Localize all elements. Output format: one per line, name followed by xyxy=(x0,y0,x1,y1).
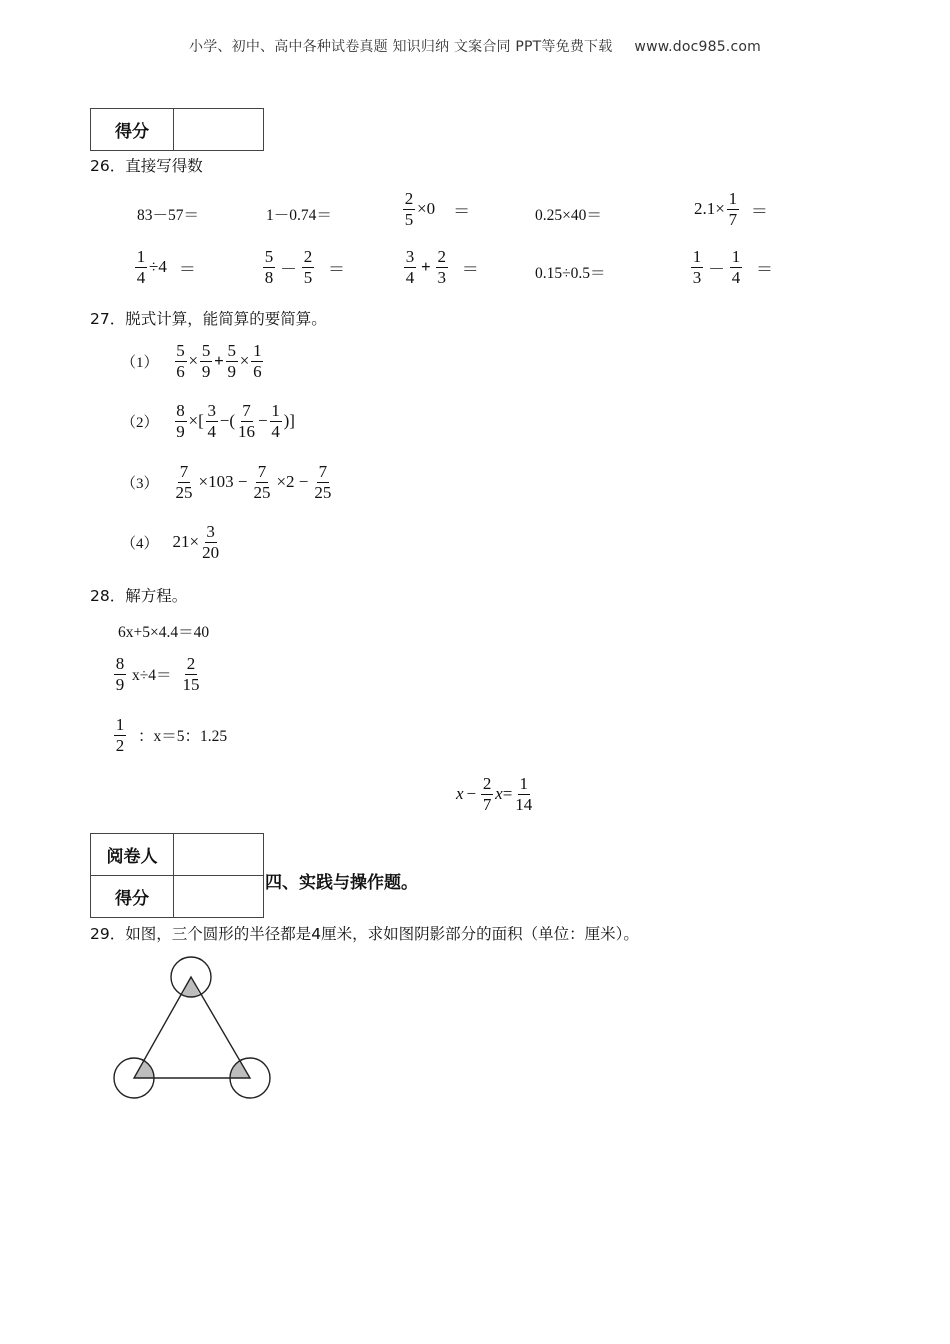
q26-item-7: $\frac{5}{8}$ － $\frac{2}{5}$ ＝ xyxy=(264,247,345,287)
q27-part-4: （4） 21× $\frac{3}{20}$ xyxy=(121,522,220,562)
q27-title: 27．脱式计算，能简算的要简算。 xyxy=(90,310,327,328)
q26-item-4: 0.25×40＝ xyxy=(535,207,602,224)
q26-item-5: 2.1× $\frac{1}{7}$ ＝ xyxy=(694,189,768,229)
q26-item-8: $\frac{3}{4}$ + $\frac{2}{3}$ ＝ xyxy=(405,247,479,287)
q26-item-10: $\frac{1}{3}$ － $\frac{1}{4}$ ＝ xyxy=(692,247,773,287)
q29-title: 29．如图，三个圆形的半径都是4厘米，求如图阴影部分的面积（单位：厘米）。 xyxy=(90,925,639,943)
grader-label: 阅卷人 xyxy=(91,834,174,876)
header-url[interactable]: www.doc985.com xyxy=(634,39,761,55)
q27-part-2: （2） $\frac{8}{9}$ ×[ $\frac{3}{4}$ −( $\frac{7}{16}$ − $\frac{1}{4}$ )] xyxy=(121,401,295,441)
q28-eq-3: $\frac{1}{2}$ ：x＝5：1.25 xyxy=(115,715,228,755)
q27-part-3: （3） $\frac{7}{25}$ ×103 − $\frac{7}{25}$ ×2 − $\frac{7}{25}$ xyxy=(121,462,332,502)
page-header xyxy=(0,36,950,56)
score-field-2[interactable] xyxy=(174,876,264,918)
shaded-sector-left xyxy=(134,1061,153,1078)
grader-field[interactable] xyxy=(174,834,264,876)
q26-item-3: $\frac{2}{5}$ ×0 ＝ xyxy=(404,189,471,229)
q29-figure xyxy=(100,950,280,1105)
score-box-1 xyxy=(90,108,264,151)
q28-eq-1: 6x+5×4.4＝40 xyxy=(118,624,210,641)
q28-eq-2: $\frac{8}{9}$ x÷4＝ $\frac{2}{15}$ xyxy=(115,654,200,694)
score-box-2 xyxy=(90,833,264,918)
q26-item-6: $\frac{1}{4}$ ÷4 ＝ xyxy=(136,247,196,287)
shaded-sector-right xyxy=(231,1061,250,1078)
q27-part-1: （1） $\frac{5}{6}$ × $\frac{5}{9}$ + $\frac{5}{9}$ × $\frac{1}{6}$ xyxy=(121,341,262,381)
score-label: 得分 xyxy=(91,109,174,151)
q26-item-1: 83－57＝ xyxy=(137,207,200,224)
header-text: 小学、初中、高中各种试卷真题 知识归纳 文案合同 PPT等免费下载 xyxy=(189,39,613,55)
score-label-2: 得分 xyxy=(91,876,174,918)
q26-title: 26．直接写得数 xyxy=(90,157,203,175)
q26-item-2: 1－0.74＝ xyxy=(266,207,332,224)
section-4-title: 四、实践与操作题。 xyxy=(265,873,418,893)
q28-eq-4: x − $\frac{2}{7}$ x = $\frac{1}{14}$ xyxy=(456,774,533,814)
score-field[interactable] xyxy=(174,109,264,151)
q28-title: 28．解方程。 xyxy=(90,587,188,605)
q26-item-9: 0.15÷0.5＝ xyxy=(535,265,606,282)
